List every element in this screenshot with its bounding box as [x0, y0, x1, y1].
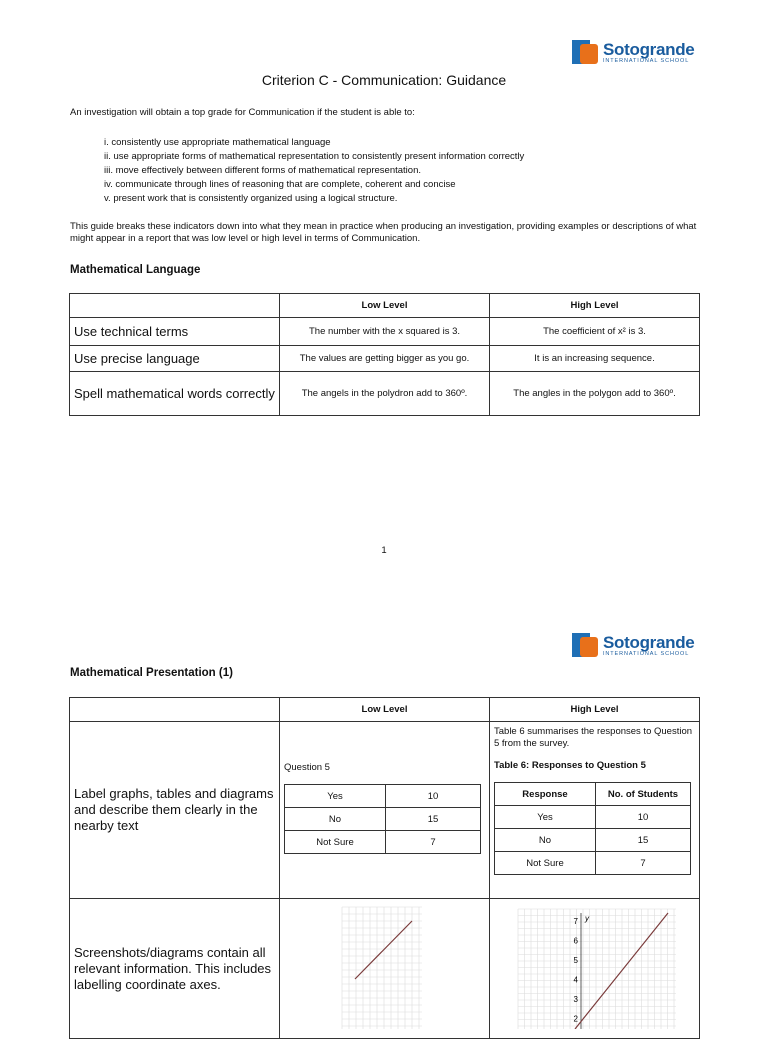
table-row [285, 831, 481, 854]
school-crest-icon [572, 38, 600, 68]
row-label: Use precise language [70, 346, 280, 372]
unlabelled-graph [280, 899, 481, 1029]
y-tick-label: 3 [573, 995, 578, 1004]
table-row [285, 808, 481, 831]
low-level-cell [280, 899, 490, 1039]
table-cell: 15 [596, 829, 691, 852]
row-label: Use technical terms [70, 318, 280, 346]
logo-subtitle: INTERNATIONAL SCHOOL [603, 651, 690, 658]
high-level-cell: It is an increasing sequence. [490, 346, 700, 372]
table-cell: No [495, 829, 596, 852]
criteria-list [104, 136, 524, 206]
table-header-cell: No. of Students [596, 783, 691, 806]
page-title: Criterion C - Communication: Guidance [261, 72, 507, 88]
table-row [70, 722, 700, 899]
table-row [495, 806, 691, 829]
table-header-row [495, 783, 691, 806]
y-tick-label: 2 [573, 1014, 578, 1024]
criteria-item: i. consistently use appropriate mathematical language [104, 137, 331, 148]
y-axis-label: y [585, 914, 589, 923]
table-corner-cell [70, 294, 280, 318]
table-row [70, 899, 700, 1039]
table-row [285, 785, 481, 808]
logo-name: Sotogrande [603, 633, 695, 653]
labelled-graph [490, 899, 698, 1029]
high-table-caption: Table 6: Responses to Question 5 [494, 760, 646, 771]
presentation-table [69, 697, 700, 1039]
table-row [70, 346, 700, 372]
table-cell: 7 [596, 852, 691, 875]
criteria-item: iv. communicate through lines of reasoning that are complete, coherent and concise [104, 179, 456, 190]
low-level-cell: The angels in the polydron add to 360º. [280, 372, 490, 416]
low-example-table [284, 784, 481, 854]
criteria-item: ii. use appropriate forms of mathematical representation to consistently present information correctly [104, 151, 525, 162]
table-cell: Yes [285, 785, 386, 808]
y-tick-label: 7 [573, 917, 578, 926]
high-table-intro: Table 6 summarises the responses to Question 5 from the survey. [494, 726, 693, 749]
table-cell: Not Sure [285, 831, 386, 854]
table-corner-cell [70, 698, 280, 722]
table-cell: 10 [596, 806, 691, 829]
section-heading-presentation: Mathematical Presentation (1) [70, 667, 233, 679]
criteria-item: iii. move effectively between different forms of mathematical representation. [104, 165, 421, 176]
table-cell: 15 [386, 808, 481, 831]
y-tick-label: 5 [573, 956, 578, 965]
table-cell: Yes [495, 806, 596, 829]
table-row [70, 372, 700, 416]
high-level-cell [490, 722, 700, 899]
high-level-cell: The angles in the polygon add to 360º. [490, 372, 700, 416]
table-row [495, 829, 691, 852]
low-level-cell: The values are getting bigger as you go. [280, 346, 490, 372]
table-header-cell: Response [495, 783, 596, 806]
logo-name: Sotogrande [603, 40, 695, 60]
y-tick-label: 4 [573, 975, 578, 985]
table-cell: Not Sure [495, 852, 596, 875]
row-label: Screenshots/diagrams contain all relevant information. This includes labelling coordinate axes. [70, 899, 280, 1039]
y-tick-label: 6 [573, 936, 578, 946]
row-label: Label graphs, tables and diagrams and describe them clearly in the nearby text [70, 722, 280, 899]
table-cell: No [285, 808, 386, 831]
graph-line [575, 913, 668, 1029]
school-logo [572, 630, 694, 662]
high-example-table [494, 782, 691, 875]
high-level-cell [490, 899, 700, 1039]
school-logo [572, 37, 694, 69]
language-table [69, 293, 700, 416]
guide-paragraph: This guide breaks these indicators down into what they mean in practice when producing an investigation, providing examples or descriptions of what might appear in a report that was low level or high level in terms of Communication. [70, 221, 697, 244]
table-row [495, 852, 691, 875]
column-header-high: High Level [490, 294, 700, 318]
low-level-cell [280, 722, 490, 899]
high-level-cell: The coefficient of x² is 3. [490, 318, 700, 346]
school-crest-icon [572, 631, 600, 661]
table-cell: 7 [386, 831, 481, 854]
column-header-low: Low Level [280, 294, 490, 318]
criteria-item: v. present work that is consistently organized using a logical structure. [104, 193, 398, 204]
intro-text: An investigation will obtain a top grade for Communication if the student is able to: [70, 107, 415, 118]
logo-subtitle: INTERNATIONAL SCHOOL [603, 58, 690, 65]
column-header-high: High Level [490, 698, 700, 722]
section-heading-language: Mathematical Language [70, 264, 201, 276]
table-row [70, 318, 700, 346]
low-level-cell: The number with the x squared is 3. [280, 318, 490, 346]
page-number: 1 [381, 545, 387, 556]
row-label: Spell mathematical words correctly [70, 372, 280, 416]
column-header-low: Low Level [280, 698, 490, 722]
low-table-caption: Question 5 [284, 762, 330, 773]
table-cell: 10 [386, 785, 481, 808]
